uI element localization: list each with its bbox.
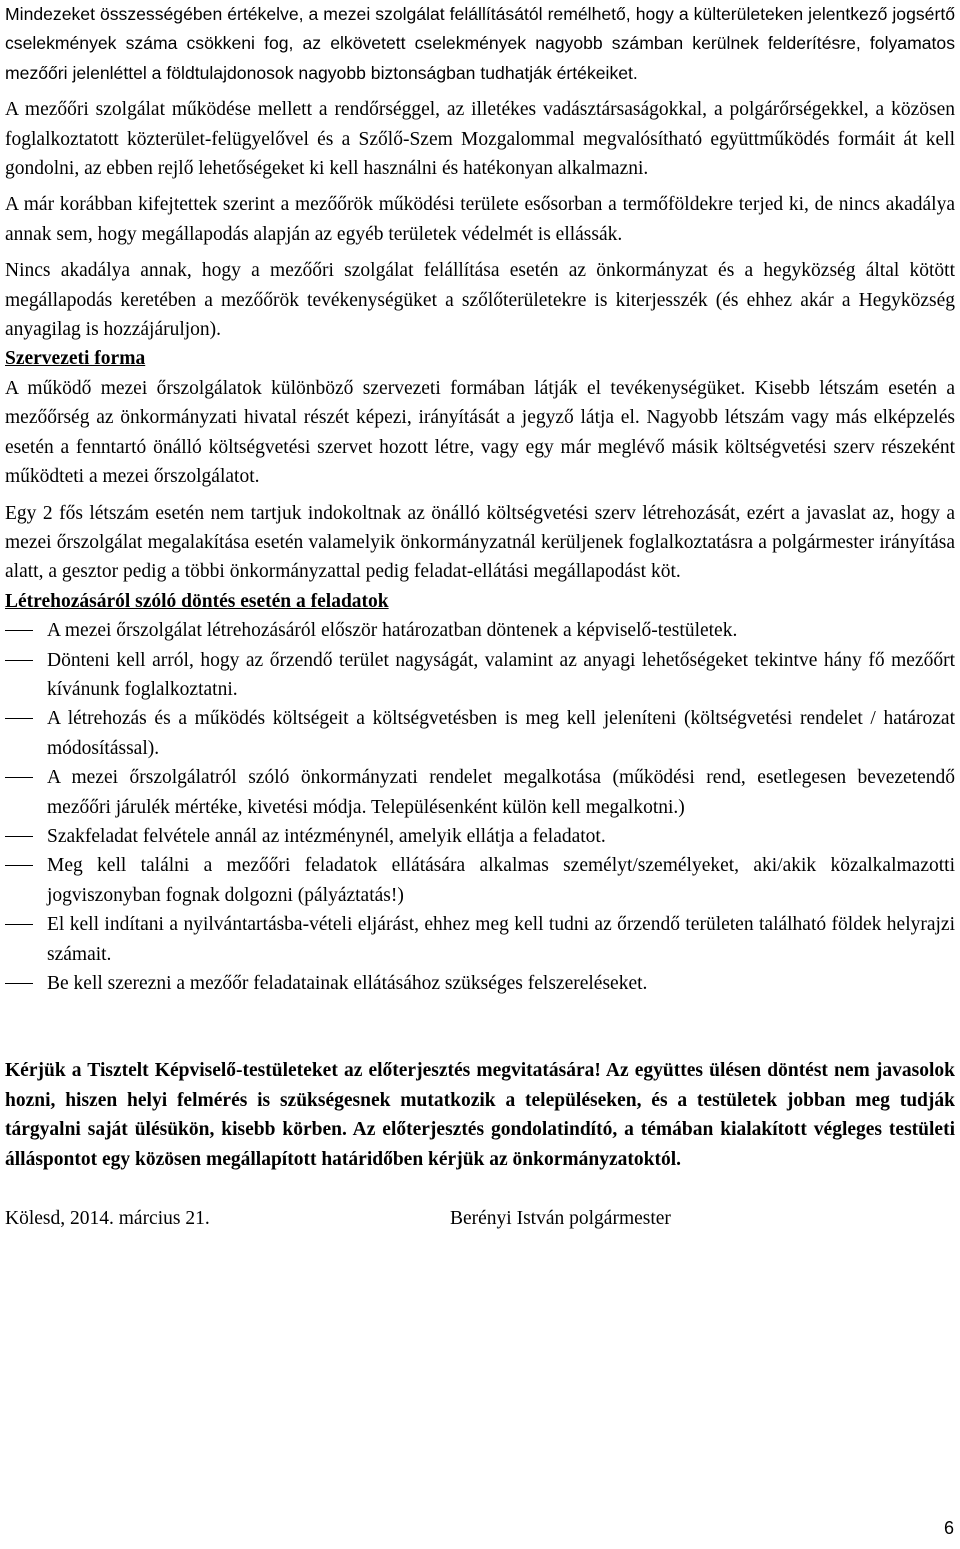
document-page xyxy=(5,0,955,1234)
list-item: A mezei őrszolgálat létrehozásáról először határozatban döntenek a képviselő-testületek. xyxy=(5,616,955,645)
place-date: Kölesd, 2014. március 21. xyxy=(5,1208,210,1230)
list-item: Meg kell találni a mezőőri feladatok ellátására alkalmas személyt/személyeket, aki/akik közalkalmazotti jogviszonyban fognak dolgozni (pályáztatás!) xyxy=(5,851,955,910)
paragraph-territory: A már korábban kifejtettek szerint a mezőőrök működési területe esősorban a termőföldekre terjed ki, de nincs akadálya annak sem, hogy megállapodás alapján az egyéb területek védelmét is ellássák. xyxy=(5,194,955,245)
list-item: Be kell szerezni a mezőőr feladatainak ellátásához szükséges felszereléseket. xyxy=(5,969,955,998)
heading-tasks: Létrehozásáról szóló döntés esetén a feladatok xyxy=(5,590,389,612)
list-item: A létrehozás és a működés költségeit a költségvetésben is meg kell jeleníteni (költségvetési rendelet / határozat módosítással). xyxy=(5,704,955,763)
list-item: A mezei őrszolgálatról szóló önkormányzati rendelet megalkotása (működési rend, esetlegesen bevezetendő mezőőri járulék mértéke, kivetési módja. Településenként külön kell megalkotni.) xyxy=(5,763,955,822)
signatory: Berényi István polgármester xyxy=(450,1208,671,1230)
signature-block xyxy=(5,1204,955,1234)
paragraph-cooperation: A mezőőri szolgálat működése mellett a rendőrséggel, az illetékes vadásztársaságokkal, a polgárőrségekkel, a közösen foglalkoztatott közterület-felügyelővel és a Szőlő-Szem Mozgalommal megvalósítható együttműködés formáit át kell gondolni, az ebben rejlő lehetőségeket ki kell használni és hatékonyan alkalmazni. xyxy=(5,99,955,180)
paragraph-vineyard: Nincs akadálya annak, hogy a mezőőri szolgálat felállítása esetén az önkormányzat és a hegyközség által kötött megállapodás keretében a mezőőrök tevékenységüket a szőlőterületekre is kiterjesszék (és ehhez akár a Hegyközség anyagilag is hozzájáruljon). xyxy=(5,260,955,341)
list-item: Dönteni kell arról, hogy az őrzendő terület nagyságát, valamint az anyagi lehetőségeket tekintve hány fő mezőőrt kívánunk foglalkoztatni. xyxy=(5,646,955,705)
list-item: El kell indítani a nyilvántartásba-vételi eljárást, ehhez meg kell tudni az őrzendő területen található földek helyrajzi számait. xyxy=(5,910,955,969)
heading-organization: Szervezeti forma xyxy=(5,348,146,370)
page-number: 6 xyxy=(943,1518,954,1538)
paragraph-organization-proposal: Egy 2 fős létszám esetén nem tartjuk indokoltnak az önálló költségvetési szerv létrehozását, ezért a javaslat az, hogy a mezei őrszolgálat megalakítása esetén valamelyik önkormányzatnál kerüljenek foglalkoztatásra a polgármester irányítása alatt, a gesztor pedig a többi önkormányzattal pedig feladat-ellátási megállapodást köt. xyxy=(5,502,955,583)
closing-request: Kérjük a Tisztelt Képviselő-testületeket az előterjesztés megvitatására! Az együttes ülésen döntést nem javasolok hozni, hiszen helyi felmérés is szükségesnek mutatkozik a településeken, és a testületek jobban meg tudják tárgyalni saját ülésükön, kisebb körben. Az előterjesztés gondolatindító, a témában kialakított végleges testületi álláspontot egy közösen megállapított határidőben kérjük az önkormányzatoktól. xyxy=(5,1060,955,1170)
paragraph-summary: Mindezeket összességében értékelve, a mezei szolgálat felállításától remélhető, hogy a külterületeken jelentkező jogsértő cselekmények száma csökkeni fog, az elkövetett cselekmények nagyobb számban kerülnek felderítésre, folyamatos mezőőri jelenléttel a földtulajdonosok nagyobb biztonságban tudhatják értékeiket. xyxy=(5,4,955,83)
paragraph-organization-forms: A működő mezei őrszolgálatok különböző szervezeti formában látják el tevékenységüket. Kisebb létszám esetén a mezőőrség az önkormányzati hivatal részét képezi, irányítását a jegyző látja el. Nagyobb létszám vagy más elképzelés esetén a fenntartó önálló költségvetési szervet hozott létre, vagy egy már meglévő másik költségvetési szerv részeként működteti a mezei őrszolgálatot. xyxy=(5,377,955,488)
list-item: Szakfeladat felvétele annál az intézménynél, amelyik ellátja a feladatot. xyxy=(5,822,955,851)
task-list xyxy=(5,616,955,998)
